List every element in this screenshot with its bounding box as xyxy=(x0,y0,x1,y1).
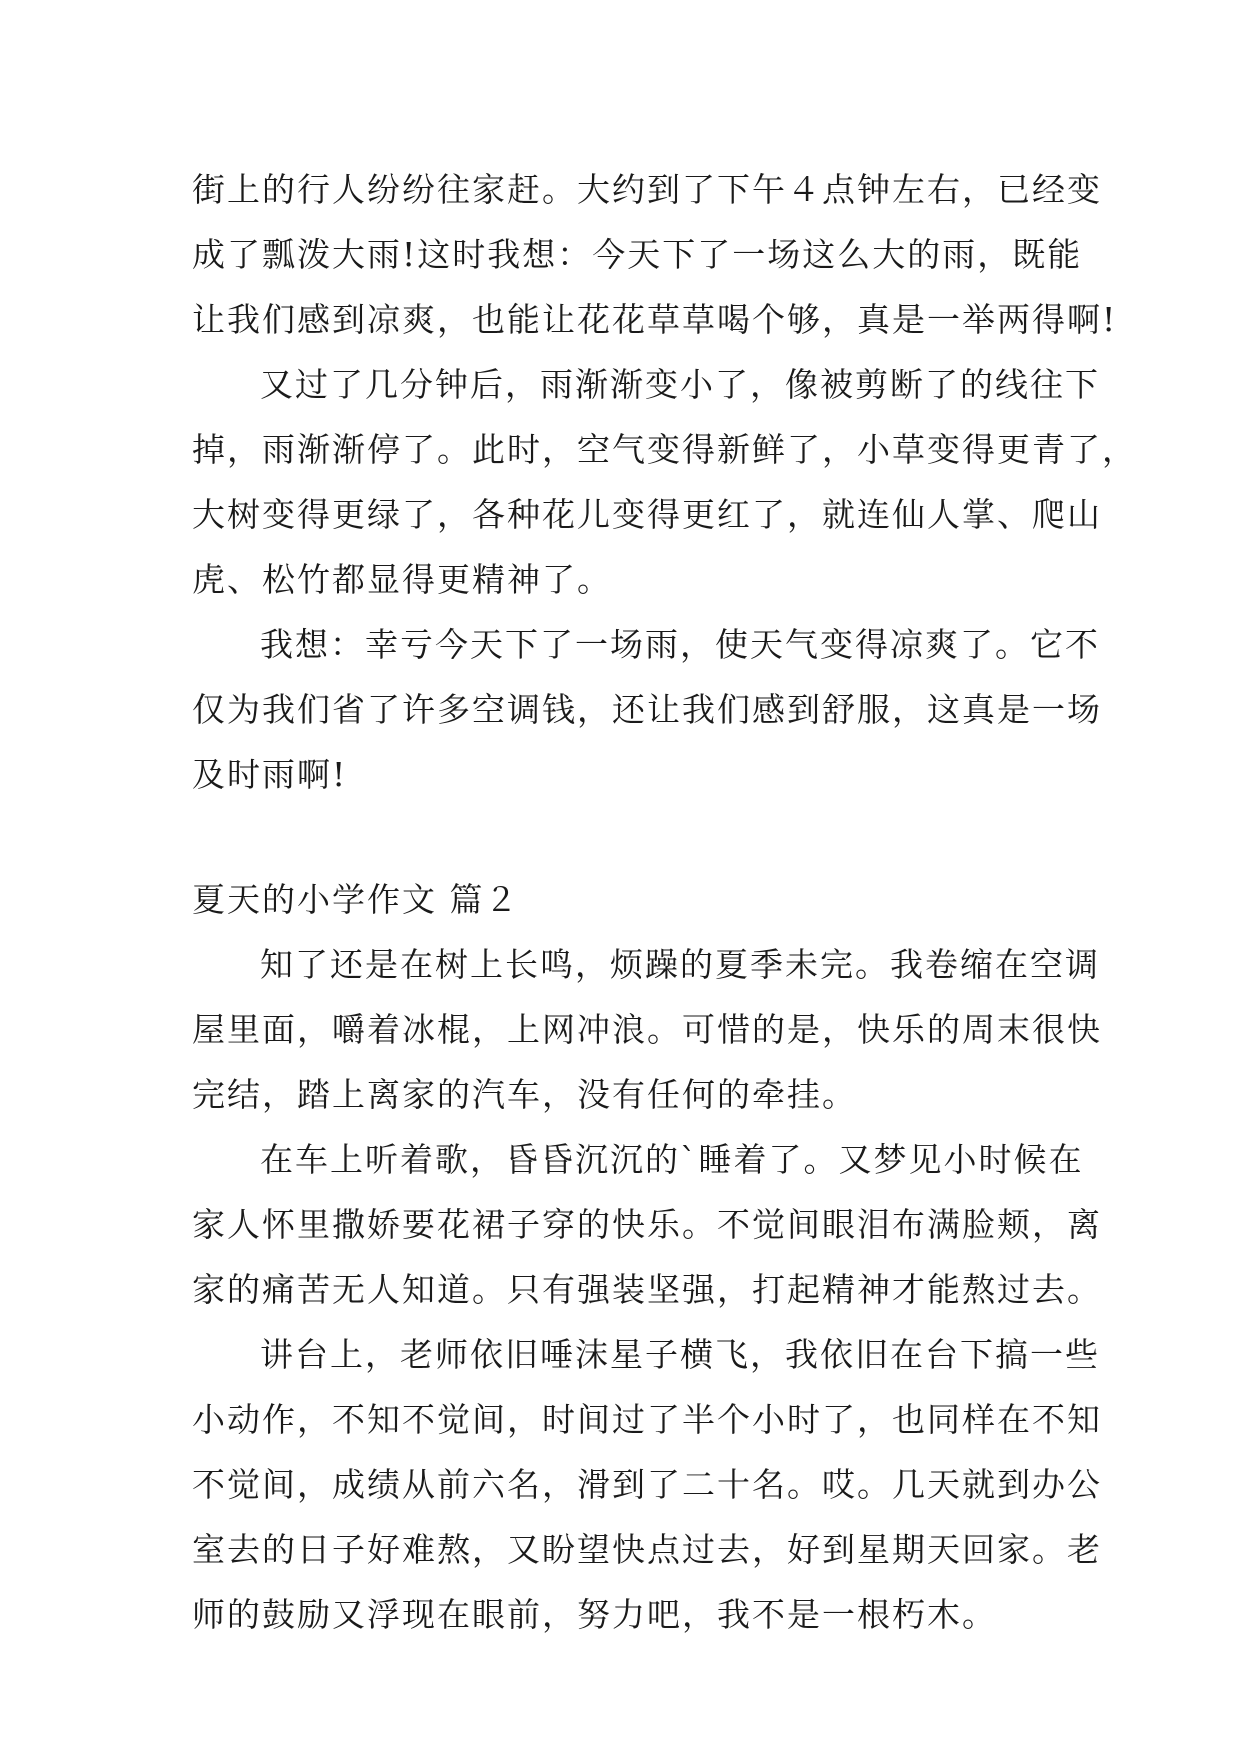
text-line: 完结，踏上离家的汽车，没有任何的牵挂。 xyxy=(192,1075,857,1114)
text-line: 街上的行人纷纷往家赶。大约到了下午４点钟左右，已经变 xyxy=(192,170,1102,209)
text-line: 成了瓢泼大雨!这时我想：今天下了一场这么大的雨，既能 xyxy=(192,235,1083,274)
paragraph-first-line: 又过了几分钟后，雨渐渐变小了，像被剪断了的线往下 xyxy=(260,365,1100,404)
text-line: 及时雨啊! xyxy=(192,755,348,794)
text-line: 大树变得更绿了，各种花儿变得更红了，就连仙人掌、爬山 xyxy=(192,495,1102,534)
text-line: 不觉间，成绩从前六名，滑到了二十名。哎。几天就到办公 xyxy=(192,1465,1102,1504)
paragraph-first-line: 知了还是在树上长鸣，烦躁的夏季未完。我卷缩在空调 xyxy=(260,945,1100,984)
text-line: 掉，雨渐渐停了。此时，空气变得新鲜了，小草变得更青了， xyxy=(192,430,1137,469)
paragraph-first-line: 在车上听着歌，昏昏沉沉的`睡着了。又梦见小时候在 xyxy=(260,1140,1084,1179)
text-line: 虎、松竹都显得更精神了。 xyxy=(192,560,612,599)
text-line: 小动作，不知不觉间，时间过了半个小时了，也同样在不知 xyxy=(192,1400,1102,1439)
text-line: 让我们感到凉爽，也能让花花草草喝个够，真是一举两得啊! xyxy=(192,300,1118,339)
section-heading: 夏天的小学作文 篇２ xyxy=(192,880,520,919)
paragraph-first-line: 讲台上，老师依旧唾沫星子横飞，我依旧在台下搞一些 xyxy=(260,1335,1100,1374)
text-line: 师的鼓励又浮现在眼前，努力吧，我不是一根朽木。 xyxy=(192,1595,997,1634)
paragraph-first-line: 我想：幸亏今天下了一场雨，使天气变得凉爽了。它不 xyxy=(260,625,1100,664)
text-line: 家的痛苦无人知道。只有强装坚强，打起精神才能熬过去。 xyxy=(192,1270,1102,1309)
text-line: 屋里面，嚼着冰棍，上网冲浪。可惜的是，快乐的周末很快 xyxy=(192,1010,1102,1049)
section-gap xyxy=(192,807,1062,867)
text-line: 仅为我们省了许多空调钱，还让我们感到舒服，这真是一场 xyxy=(192,690,1102,729)
text-line: 室去的日子好难熬，又盼望快点过去，好到星期天回家。老 xyxy=(192,1530,1102,1569)
text-line: 家人怀里撒娇要花裙子穿的快乐。不觉间眼泪布满脸颊，离 xyxy=(192,1205,1102,1244)
essay-text xyxy=(192,157,1137,1647)
